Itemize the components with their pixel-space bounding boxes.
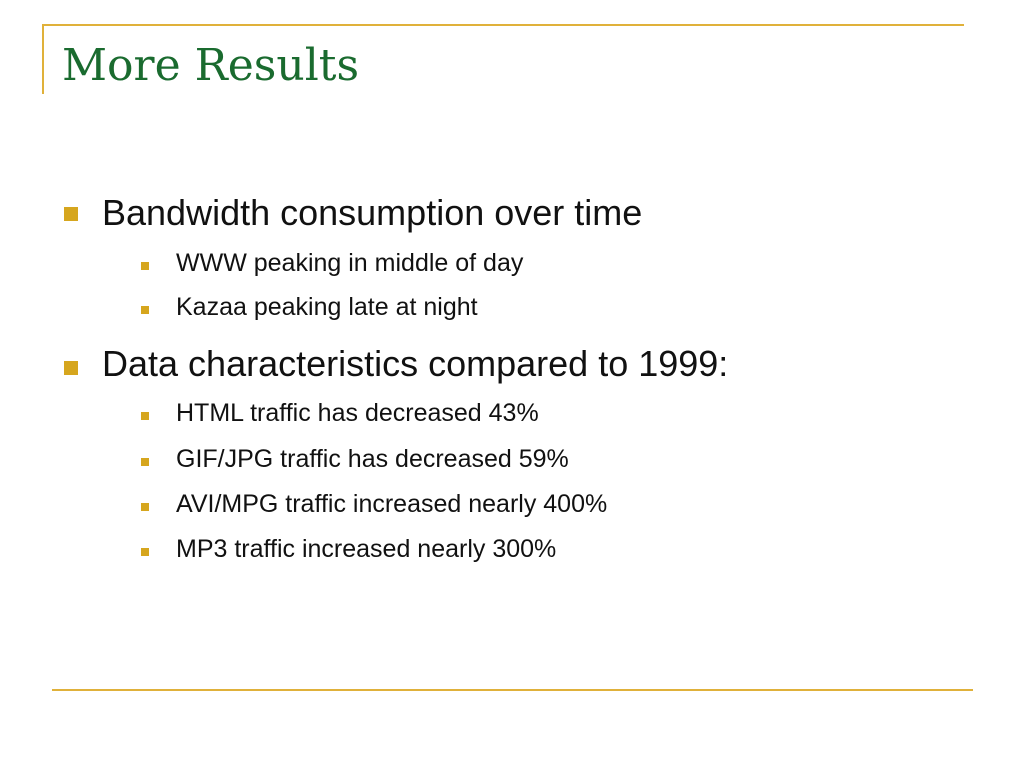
slide-title: More Results xyxy=(62,40,360,91)
sub-bullet-item: AVI/MPG traffic increased nearly 400% xyxy=(176,490,608,518)
sub-bullet-marker-icon xyxy=(141,503,149,511)
bullet-item: Data characteristics compared to 1999: xyxy=(102,343,729,384)
sub-bullet-marker-icon xyxy=(141,548,149,556)
sub-bullet-marker-icon xyxy=(141,306,149,314)
sub-bullet-item: HTML traffic has decreased 43% xyxy=(176,399,539,427)
sub-bullet-item: GIF/JPG traffic has decreased 59% xyxy=(176,445,569,473)
sub-bullet-item: MP3 traffic increased nearly 300% xyxy=(176,535,557,563)
sub-bullet-item: WWW peaking in middle of day xyxy=(176,249,524,277)
sub-bullet-marker-icon xyxy=(141,412,149,420)
bullet-item: Bandwidth consumption over time xyxy=(102,192,643,233)
sub-bullet-marker-icon xyxy=(141,262,149,270)
footer-rule xyxy=(52,689,973,691)
bullet-marker-icon xyxy=(64,361,78,375)
bullet-marker-icon xyxy=(64,207,78,221)
sub-bullet-item: Kazaa peaking late at night xyxy=(176,293,478,321)
sub-bullet-marker-icon xyxy=(141,458,149,466)
